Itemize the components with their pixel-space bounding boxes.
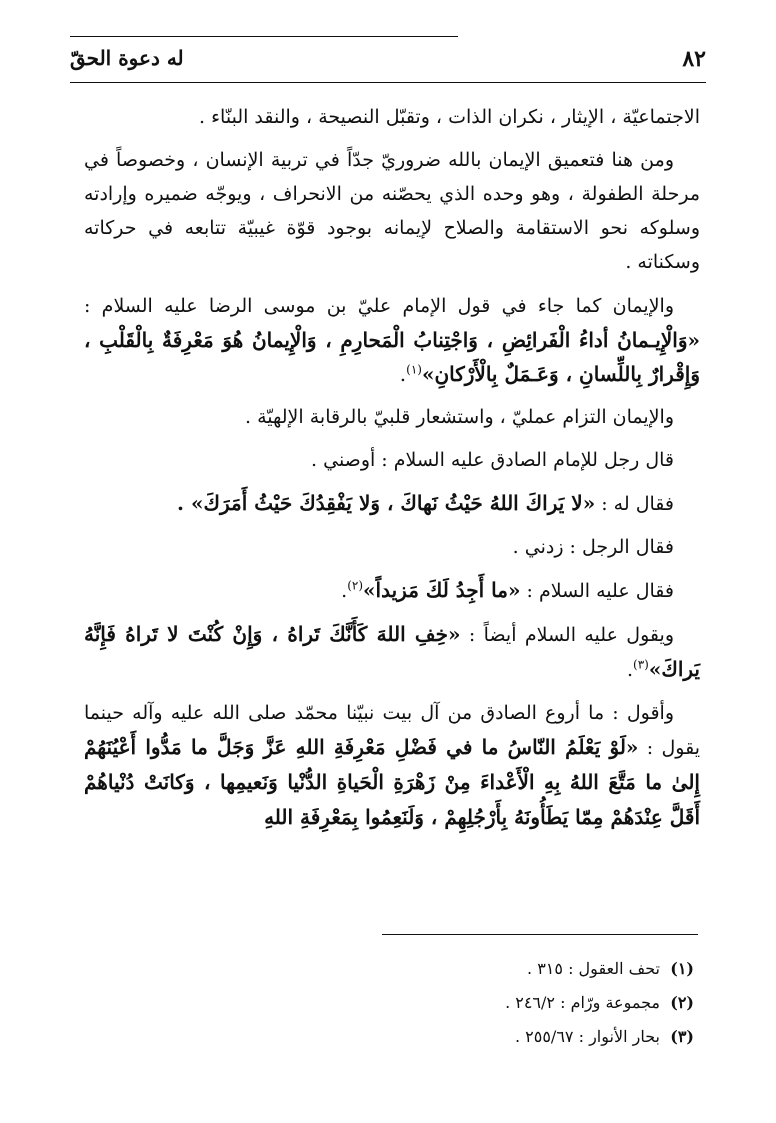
final-quote: «لَوْ يَعْلَمُ النّاسُ ما في فَضْلِ مَعْرِفَةِ اللهِ عَزَّ وَجَلَّ ما مَدُّوا أَعْيُنَهُمْ إِلىٰ ما مَتَّعَ اللهُ بِهِ الْأَعْداءَ مِنْ زَهْرَةِ الْحَياةِ الدُّنْيا وَنَعيمِها ، وَكانَتْ دُنْياهُمْ أَقَلَّ عِنْدَهُمْ مِمّا يَطَأُونَهُ بِأَرْجُلِهِمْ ، وَلَنَعِمُوا بِمَعْرِفَةِ اللهِ: [84, 735, 700, 829]
dialogue-line-4: [84, 573, 700, 608]
header-rule: [70, 82, 706, 83]
page-number: ٨٢: [682, 46, 706, 72]
footnote-ref-1: (١): [406, 362, 422, 377]
paragraph-final-quote: [84, 696, 700, 835]
paragraph-faith-importance: ومن هنا فتعميق الإيمان بالله ضروريّ جدّاً في تربية الإنسان ، وخصوصاً في مرحلة الطفولة ، وهو وحده الذي يحصّنه من الانحراف ، ويوجّه ضميره وإرادته وسلوكه نحو الاستقامة والصلاح لإيمانه بوجود قوّة غيبيّة تتابعه في حركاته وسكناته .: [84, 149, 700, 273]
rida-end: .: [399, 362, 407, 386]
footnotes: [84, 954, 700, 1056]
rida-intro: والإيمان كما جاء في قول الإمام عليّ بن موسى الرضا عليه السلام :: [84, 295, 674, 317]
dialogue-line-3: فقال الرجل : زدني .: [512, 536, 674, 558]
dialogue-2-intro: فقال له :: [595, 493, 674, 515]
footnote-1: [84, 954, 700, 984]
footnote-3: [84, 1022, 700, 1052]
footnote-number: (٣): [670, 1027, 694, 1046]
paragraph-rida-quote: [84, 288, 700, 391]
footnote-number: (٢): [670, 993, 694, 1012]
rida-quote: «وَالْإِيـمانُ أداءُ الْفَرائِضِ ، وَاجْتِنابُ الْمَحارِمِ ، وَالْإِيمانُ هُوَ مَعْرِفَةٌ بِالْقَلْبِ ، وَإِقْرارٌ بِاللِّسانِ ، وَعَـمَلٌ بِالْأَرْكانِ»: [84, 328, 700, 386]
running-title: له دعوة الحقّ: [70, 46, 184, 70]
footnote-number: (١): [670, 959, 694, 978]
top-rule: [70, 36, 458, 37]
paragraph-commitment: والإيمان التزام عمليّ ، واستشعار قلبيّ بالرقابة الإلهيّة .: [245, 406, 674, 428]
paragraph-continuation: الاجتماعيّة ، الإيثار ، نكران الذات ، وتقبّل النصيحة ، والنقد البنّاء .: [199, 106, 700, 128]
final-intro: وأقول : ما أروع الصادق من آل بيت نبيّنا محمّد صلى الله عليه وآله حينما يقول :: [84, 702, 701, 759]
dialogue-line-1: قال رجل للإمام الصادق عليه السلام : أوصني .: [311, 449, 674, 471]
footnote-rule: [382, 934, 698, 935]
page-body: [84, 100, 700, 844]
footnote-ref-3: (٣): [633, 657, 649, 672]
footnote-ref-2: (٢): [347, 578, 364, 593]
dialogue-4-intro: فقال عليه السلام :: [520, 580, 674, 602]
dialogue-line-2: [84, 486, 700, 521]
dialogue-4-quote: «ما أَجِدُ لَكَ مَزيداً»: [363, 578, 521, 602]
footnote-2: [84, 988, 700, 1018]
dialogue-5-end: .: [626, 659, 634, 681]
dialogue-5-quote: «خِفِ اللهَ كَأَنَّكَ تَراهُ ، وَإِنْ كُنْتَ لا تَراهُ فَإِنَّهُ يَراكَ»: [84, 622, 700, 681]
dialogue-4-end: .: [341, 580, 348, 602]
footnote-text: مجموعة ورّام : ٢٤٦/٢ .: [505, 993, 660, 1012]
footnote-text: تحف العقول : ٣١٥ .: [527, 959, 660, 978]
page-header: [70, 30, 706, 78]
dialogue-line-5: [84, 617, 700, 687]
footnote-text: بحار الأنوار : ٢٥٥/٦٧ .: [514, 1027, 660, 1046]
dialogue-5-intro: ويقول عليه السلام أيضاً :: [460, 624, 674, 646]
dialogue-2-quote: «لا يَراكَ اللهُ حَيْثُ نَهاكَ ، وَلا يَفْقِدُكَ حَيْثُ أَمَرَكَ» .: [177, 491, 596, 515]
